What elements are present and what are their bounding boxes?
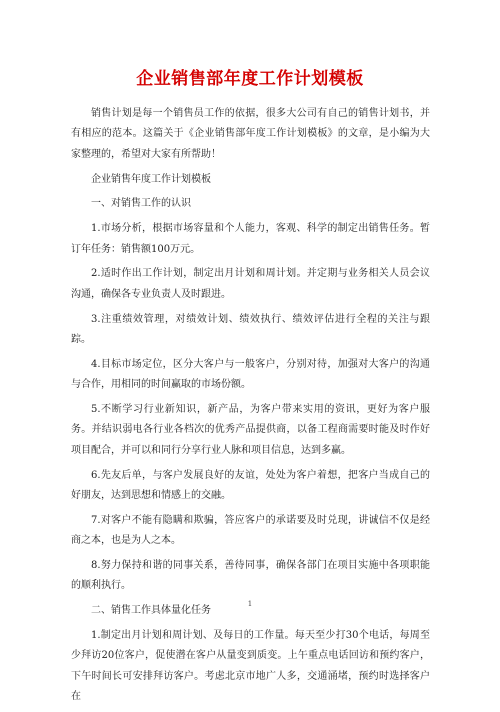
body-paragraph: 3.注重绩效管理，对绩效计划、绩效执行、绩效评估进行全程的关注与跟踪。 [71,313,430,346]
body-paragraph: 4.目标市场定位，区分大客户与一般客户，分别对待，加强对大客户的沟通与合作，用相同的时间赢取的市场份额。 [71,358,430,391]
body-paragraph: 7.对客户不能有隐瞒和欺骗，答应客户的承诺要及时兑现，讲诚信不仅是经商之本，也是为人之本。 [71,514,430,547]
body-paragraph: 8.努力保持和谐的同事关系，善待同事，确保各部门在项目实施中各项职能的顺利执行。 [71,560,430,592]
page-number: 1 [247,600,253,608]
document-body [71,104,430,712]
body-paragraph: 1.市场分析，根据市场容量和个人能力，客观、科学的制定出销售任务。暂订年任务：销售额100万元。 [71,223,430,255]
body-paragraph: 6.先友后单，与客户发展良好的友谊，处处为客户着想，把客户当成自己的好朋友，达到思想和情感上的交融。 [71,469,430,502]
body-paragraph: 1.制定出月计划和周计划、及每日的工作量。每天至少打30个电话，每周至少拜访20位客户，促使潜在客户从量变到质变。上午重点电话回访和预约客户，下午时间长可安排拜访客户。考虑北京市地广人多，交通涌堵，预约时选择客户在 [71,630,430,703]
section-heading-2: 二、销售工作具体量化任务 [91,605,211,617]
body-paragraph: 5.不断学习行业新知识，新产品，为客户带来实用的资讯，更好为客户服务。并结识弱电各行业各档次的优秀产品提供商，以备工程商需要时能及时作好项目配合，并可以和同行分享行业人脉和项目信息，达到多赢。 [71,404,430,456]
subtitle-paragraph: 企业销售年度工作计划模板 [91,173,211,185]
intro-paragraph: 销售计划是每一个销售员工作的依据，很多大公司有自己的销售计划书，并有相应的范本。这篇关于《企业销售部年度工作计划模板》的文章，是小编为大家整理的，希望对大家有所帮助！ [71,108,430,160]
document-title: 企业销售部年度工作计划模板 [136,69,364,89]
section-heading-1: 一、对销售工作的认识 [91,198,191,210]
body-paragraph: 2.适时作出工作计划，制定出月计划和周计划。并定期与业务相关人员会议沟通，确保各专业负责人及时跟进。 [71,268,430,300]
